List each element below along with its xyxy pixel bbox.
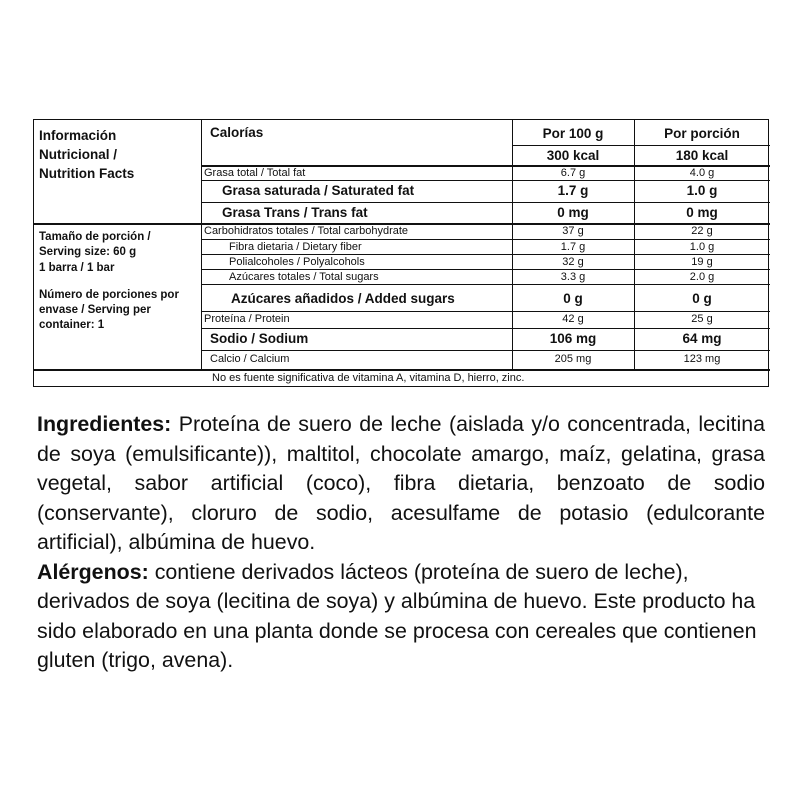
nutrient-value-100g: 205 mg xyxy=(554,353,592,365)
ingredients-text: Proteína de suero de leche (aislada y/o concentrada, lecitina de soya (emulsificante)), maltitol, chocolate amargo, maíz, gelatina, grasa vegetal, sabor artificial (coco), fibra dietaria, benzoato de sodio (conservante), cloruro de sodio, acesulfame de potasio (edulcorante artificial), albúmina de huevo. xyxy=(37,412,765,554)
kcal-100g: 300 kcal xyxy=(546,148,600,163)
nutrient-value-100g: 1.7 g xyxy=(557,183,589,198)
nutrient-label: Azúcares añadidos / Added sugars xyxy=(231,291,455,306)
nutrient-value-100g: 0 g xyxy=(563,291,583,306)
table-divider xyxy=(201,180,770,181)
serving-info xyxy=(39,230,199,334)
table-divider xyxy=(201,120,202,369)
nutrient-value-100g: 1.7 g xyxy=(560,241,586,253)
nutrient-label: Azúcares totales / Total sugars xyxy=(229,271,379,283)
nutrient-value-portion: 1.0 g xyxy=(689,241,715,253)
nutrient-label: Fibra dietaria / Dietary fiber xyxy=(229,241,362,253)
nutrient-value-100g: 0 mg xyxy=(557,205,589,220)
nutrient-value-100g: 3.3 g xyxy=(560,271,586,283)
ingredients-label: Ingredientes: xyxy=(37,412,172,436)
table-divider xyxy=(201,202,770,203)
table-divider xyxy=(201,239,770,240)
nutrient-label: Sodio / Sodium xyxy=(210,331,309,346)
kcal-portion: 180 kcal xyxy=(675,148,729,163)
vitamin-footnote: No es fuente significativa de vitamina A, vitamina D, hierro, zinc. xyxy=(212,372,525,384)
column-header-portion: Por porción xyxy=(664,126,740,141)
serving-size-text: Tamaño de porción / Serving size: 60 g 1 barra / 1 bar xyxy=(39,231,151,274)
nutrient-label: Carbohidratos totales / Total carbohydrate xyxy=(204,225,409,237)
table-divider xyxy=(201,254,770,255)
nutrient-label: Polialcoholes / Polyalcohols xyxy=(229,256,365,268)
table-divider xyxy=(201,269,770,270)
table-divider xyxy=(201,350,770,351)
nutrient-value-portion: 123 mg xyxy=(683,353,721,365)
nutrition-facts-table xyxy=(33,119,769,387)
allergens-text: contiene derivados lácteos (proteína de suero de leche), derivados de soya (lecitina de soya) y albúmina de huevo. Este producto ha sido elaborado en una planta donde se procesa con cereales que contienen gluten (trigo, avena). xyxy=(37,559,757,672)
nutrient-label: Grasa total / Total fat xyxy=(204,167,306,179)
table-divider xyxy=(201,311,770,312)
nutrient-value-portion: 19 g xyxy=(691,256,713,268)
nutrient-value-100g: 6.7 g xyxy=(560,167,586,179)
allergens-label: Alérgenos: xyxy=(37,559,149,584)
nutrient-value-portion: 22 g xyxy=(691,225,713,237)
nutrient-value-portion: 0 mg xyxy=(686,205,718,220)
nutrient-label: Proteína / Protein xyxy=(204,313,290,325)
column-header-100g: Por 100 g xyxy=(542,126,604,141)
servings-per-container-text: Número de porciones por envase / Serving per container: 1 xyxy=(39,288,179,332)
nutrient-value-portion: 64 mg xyxy=(682,331,722,346)
table-divider xyxy=(34,369,770,371)
nutrient-value-100g: 37 g xyxy=(562,225,584,237)
nutrient-value-portion: 2.0 g xyxy=(689,271,715,283)
nutrient-label: Grasa Trans / Trans fat xyxy=(222,205,368,220)
allergens-paragraph xyxy=(37,558,765,676)
table-divider xyxy=(201,328,770,329)
calories-header: Calorías xyxy=(210,125,264,140)
nutrient-value-portion: 1.0 g xyxy=(686,183,718,198)
table-divider xyxy=(512,145,770,146)
nutrient-value-100g: 42 g xyxy=(562,313,584,325)
nutrient-label: Calcio / Calcium xyxy=(210,353,290,365)
ingredients-paragraph xyxy=(37,410,765,558)
nutrition-title: Información Nutricional / Nutrition Facts xyxy=(39,128,135,181)
nutrient-value-portion: 0 g xyxy=(692,291,712,306)
nutrient-value-portion: 4.0 g xyxy=(689,167,715,179)
nutrient-value-100g: 32 g xyxy=(562,256,584,268)
table-divider xyxy=(201,284,770,285)
nutrient-label: Grasa saturada / Saturated fat xyxy=(222,183,415,198)
nutrient-value-100g: 106 mg xyxy=(549,331,597,346)
ingredients-section xyxy=(37,410,765,676)
nutrient-value-portion: 25 g xyxy=(691,313,713,325)
